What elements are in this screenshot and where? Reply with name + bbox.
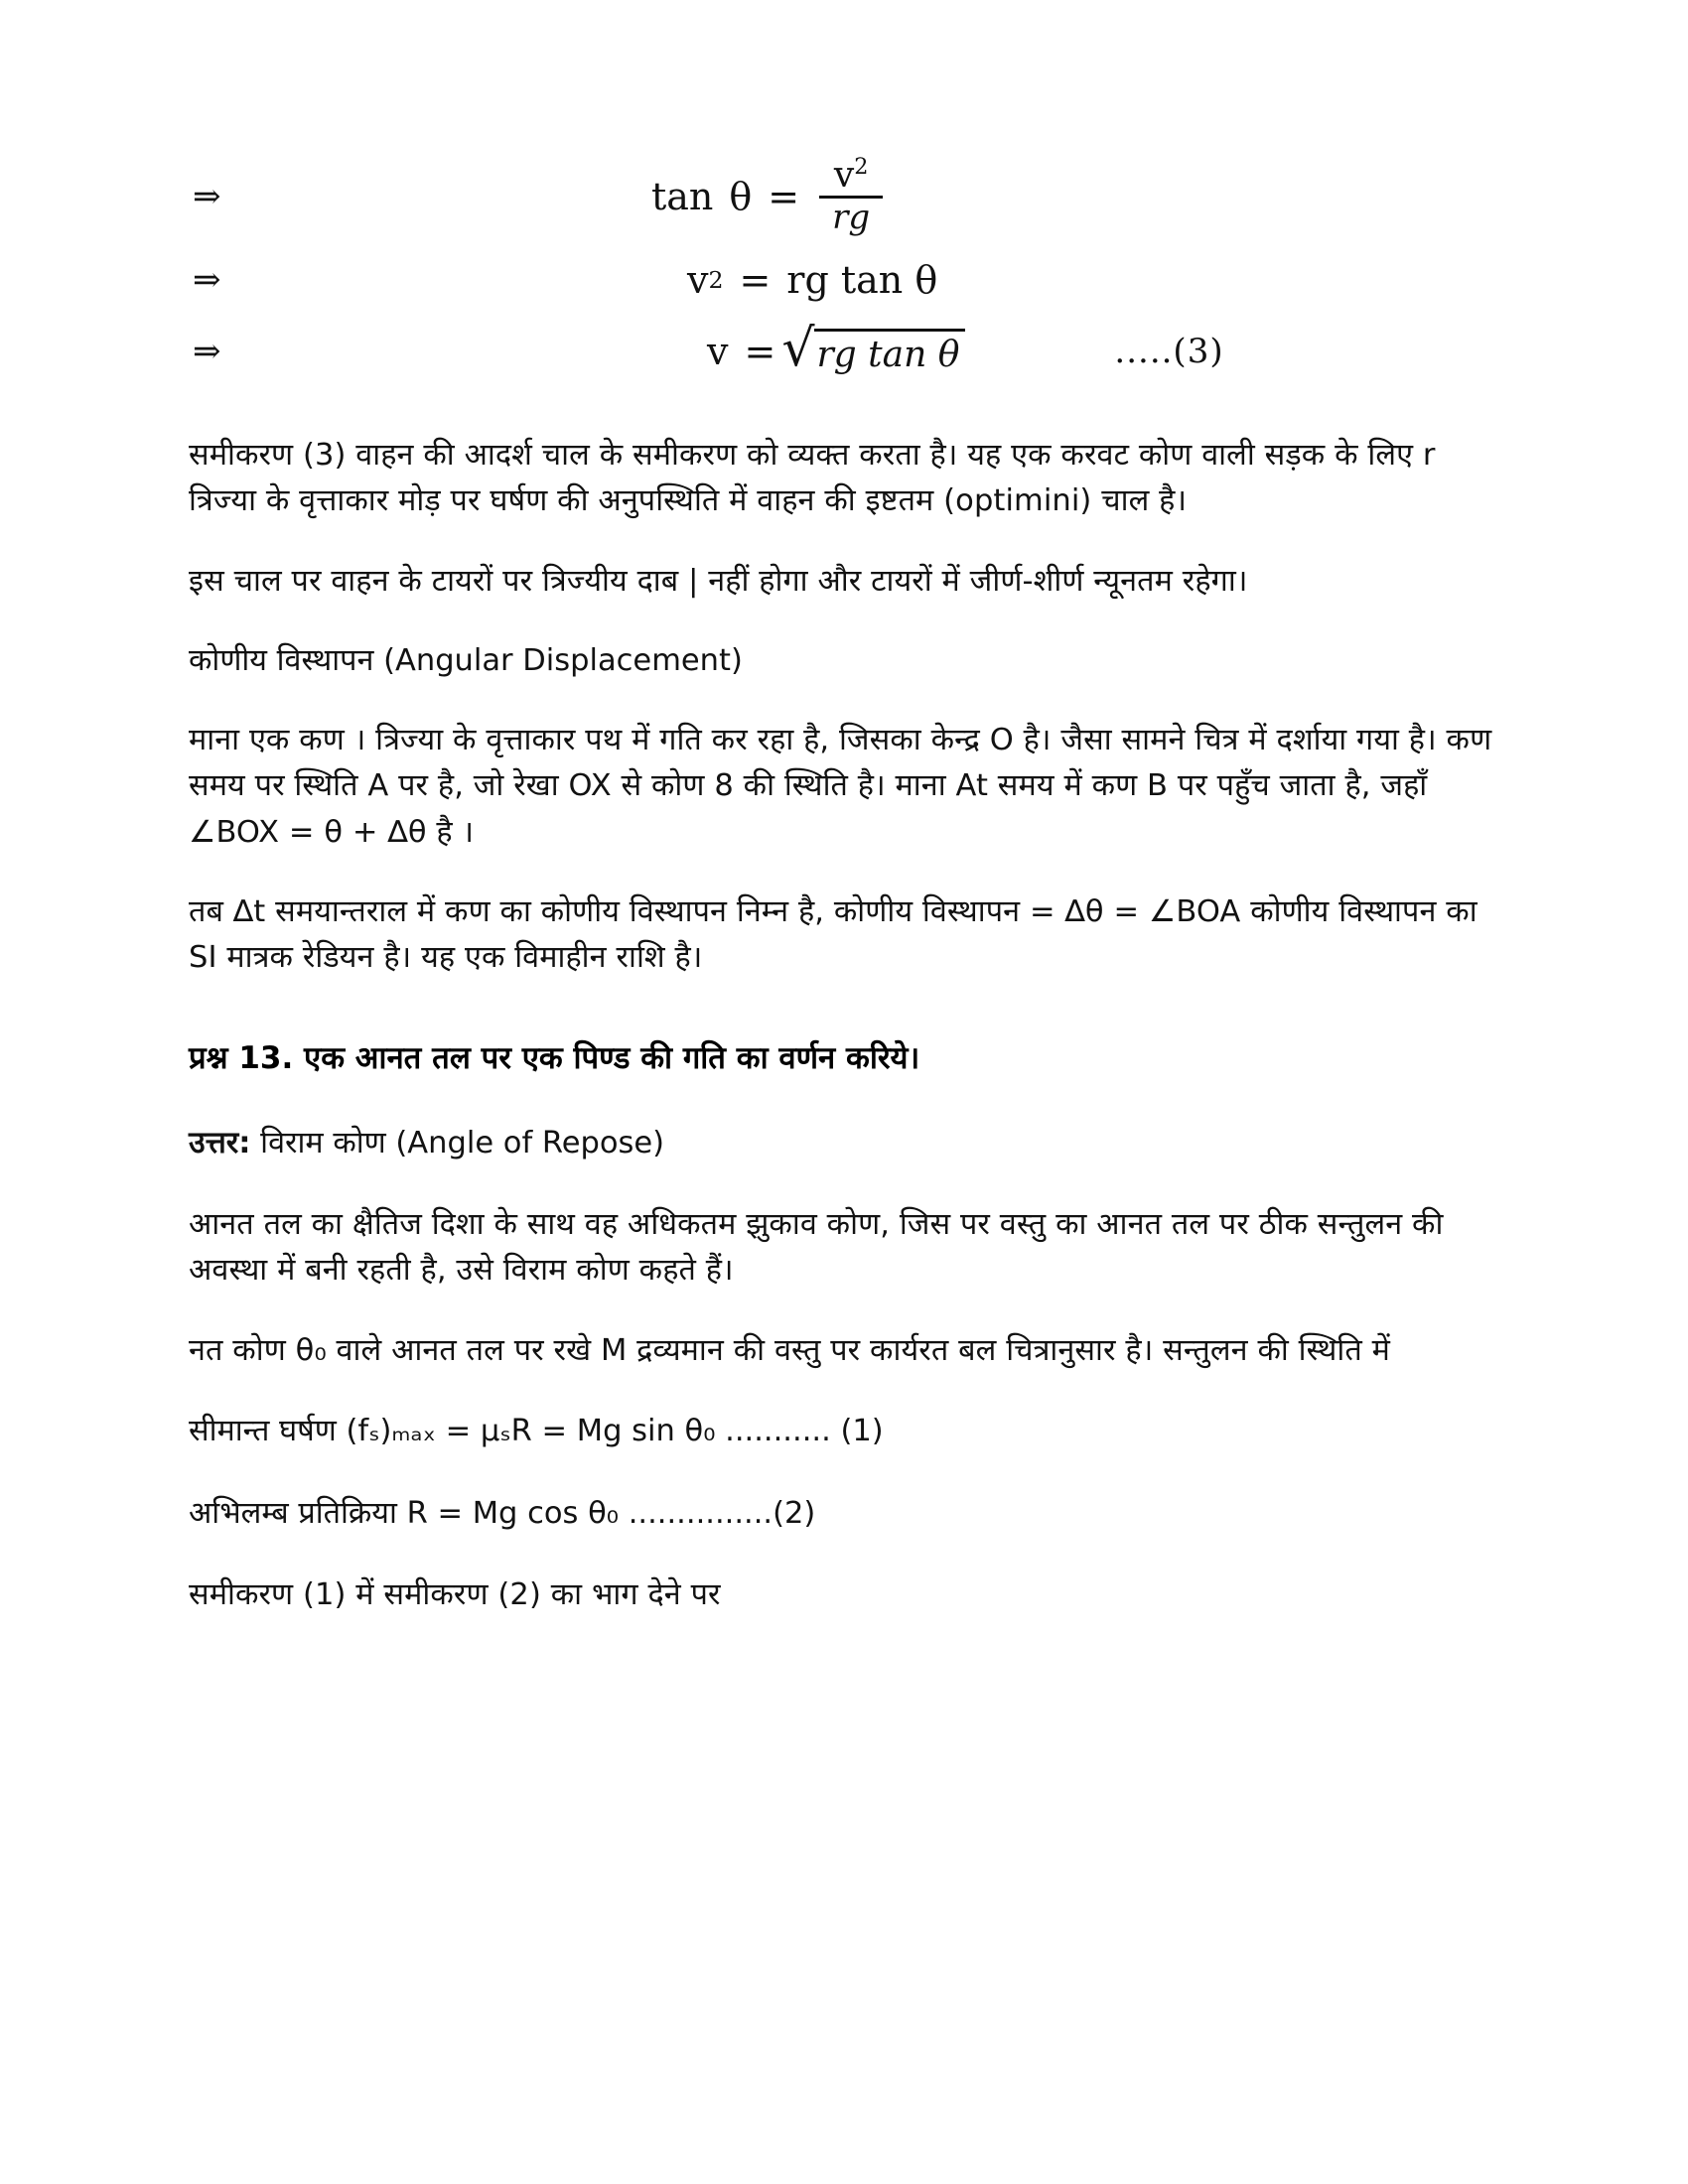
equation-row-2 — [189, 244, 1509, 316]
theta-symbol: θ — [729, 174, 753, 218]
implies-arrow-icon: ⇒ — [193, 260, 221, 300]
fraction-v2-over-rg — [819, 154, 883, 238]
equation-row-1 — [189, 149, 1509, 244]
implies-arrow-icon: ⇒ — [193, 332, 221, 371]
numerator-v: v — [833, 155, 855, 197]
formula-normal-reaction: अभिलम्ब प्रतिक्रिया R = Mg cos θ₀ ...............(2) — [189, 1496, 816, 1532]
equals-symbol: = — [768, 174, 800, 218]
heading-angular-displacement: कोणीय विस्थापन (Angular Displacement) — [189, 643, 743, 679]
answer-label: उत्तर: — [189, 1126, 251, 1161]
page-content — [189, 149, 1509, 1653]
implies-arrow-icon: ⇒ — [193, 177, 221, 216]
answer-line — [189, 1121, 1509, 1166]
paragraph-tyre-pressure: इस चाल पर वाहन के टायरों पर त्रिज्यीय दाब | नहीं होगा और टायरों में जीर्ण-शीर्ण न्यूनतम रहेगा। — [189, 563, 1248, 599]
equation-2-body: v 2 = rg tan θ — [687, 258, 938, 302]
equation-1-body — [421, 154, 887, 238]
equation-number-3: .....(3) — [1114, 332, 1224, 371]
rhs-rg-tan-theta: rg tan θ — [786, 258, 938, 302]
equals-symbol: = — [744, 330, 776, 373]
paragraph-particle-circular-path: माना एक कण । त्रिज्या के वृत्ताकार पथ में गति कर रहा है, जिसका केन्द्र O है। जैसा सामने चित्र में दर्शाया गया है। कण समय पर स्थिति A पर है, जो रेखा OX से कोण 8 की स्थिति है। माना At समय में कण B पर पहुँच जाता है, जहाँ ∠BOX = θ + ∆θ है । — [189, 722, 1492, 850]
v-symbol: v — [707, 330, 729, 373]
paragraph-divide-equations: समीकरण (1) में समीकरण (2) का भाग देने पर — [189, 1577, 721, 1613]
radical-sign: √ — [781, 318, 815, 378]
question-heading-13: प्रश्न 13. एक आनत तल पर एक पिण्ड की गति का वर्णन करिये। — [189, 1039, 920, 1076]
answer-text: विराम कोण (Angle of Repose) — [250, 1126, 665, 1161]
square-root-icon — [781, 318, 965, 378]
paragraph-inclined-plane-forces: नत कोण θ₀ वाले आनत तल पर रखे M द्रव्यमान की वस्तु पर कार्यरत बल चित्रानुसार है। सन्तुलन की स्थिति में — [189, 1332, 1390, 1368]
derivation-equations — [189, 149, 1509, 387]
fraction-denominator: rg — [832, 198, 871, 238]
paragraph-angle-of-repose-definition: आनत तल का क्षैतिज दिशा के साथ वह अधिकतम झुकाव कोण, जिस पर वस्तु का आनत तल पर ठीक सन्तुलन की अवस्था में बनी रहती है, उसे विराम कोण कहते हैं। — [189, 1206, 1444, 1289]
fraction-numerator — [824, 154, 879, 197]
equals-symbol: = — [739, 258, 772, 302]
formula-limiting-friction: सीमान्त घर्षण (fₛ)ₘₐₓ = μₛR = Mg sin θ₀ ........... (1) — [189, 1413, 884, 1448]
tan-label: tan — [651, 174, 714, 218]
numerator-exponent: 2 — [854, 154, 869, 181]
v-symbol: v — [687, 258, 709, 302]
paragraph-ideal-speed: समीकरण (3) वाहन की आदर्श चाल के समीकरण को व्यक्त करता है। यह एक करवट कोण वाली सड़क के लिए r त्रिज्या के वृत्ताकार मोड़ पर घर्षण की अनुपस्थिति में वाहन की इष्टतम (optimini) चाल है। — [189, 438, 1436, 519]
radicand-expression: rg tan θ — [814, 329, 965, 375]
equation-3-body — [421, 318, 1224, 378]
equation-row-3 — [189, 316, 1509, 387]
paragraph-angular-displacement-si-unit: तब ∆t समयान्तराल में कण का कोणीय विस्थापन निम्न है, कोणीय विस्थापन = ∆θ = ∠BOA कोणीय विस्थापन का SI मात्रक रेडियन है। यह एक विमाहीन राशि है। — [189, 893, 1477, 976]
